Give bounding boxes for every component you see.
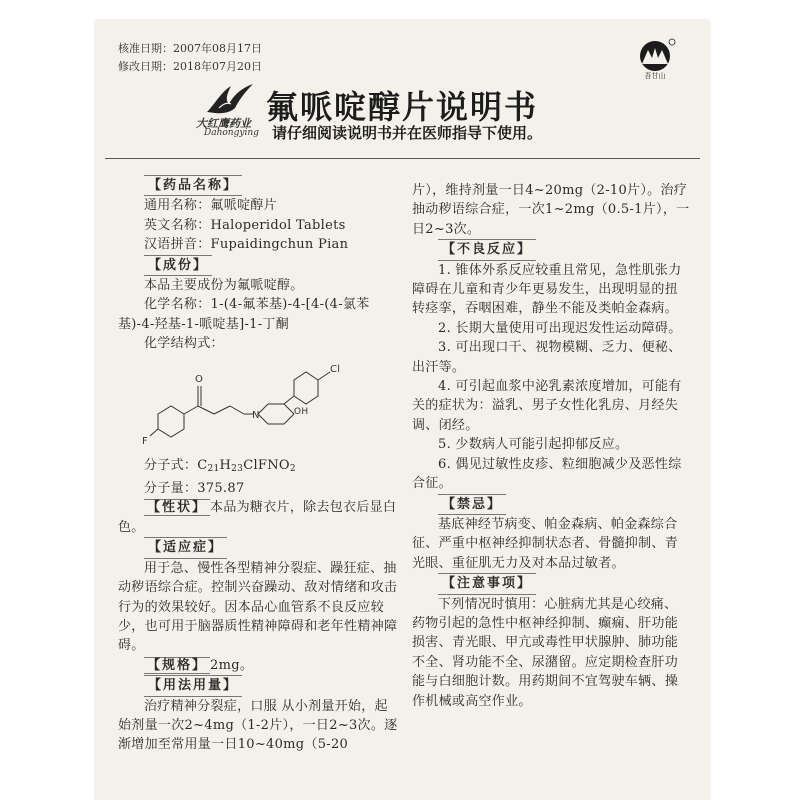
adverse-item: 1. 锥体外系反应较重且常见，急性肌张力障碍在儿童和青少年更易发生，出现明显的扭转痉挛，吞咽困难，静坐不能及类帕金森病。 <box>412 262 682 317</box>
ingredients-text: 本品主要成份为氟哌啶醇。 <box>144 278 304 294</box>
section-heading-indications: 【适应症】 <box>144 537 227 558</box>
chemical-name: 化学名称：1-(4-氟苯基)-4-[4-(4-氯苯基)-4-羟基-1-哌啶基]-1-丁酮 <box>118 297 370 332</box>
atom-o-label: O <box>195 373 204 385</box>
section-heading-dosage: 【用法用量】 <box>144 675 242 696</box>
atom-cl-label: Cl <box>330 363 341 375</box>
section-heading-precautions: 【注意事项】 <box>438 573 536 594</box>
header-divider <box>105 158 700 159</box>
properties-text: 本品为糖衣片，除去包衣后显白色。 <box>118 500 397 535</box>
left-column <box>118 175 400 755</box>
approval-date: 核准日期：2007年08月17日 <box>118 42 262 55</box>
company-logo-text: 大红鹰药业 <box>196 117 251 130</box>
adverse-item: 3. 可出现口干、视物模糊、乏力、便秘、出汗等。 <box>412 340 682 375</box>
structure-label: 化学结构式： <box>144 336 224 352</box>
contraindications-text: 基底神经节病变、帕金森病、帕金森综合征、严重中枢神经抑制状态者、骨髓抑制、青光眼、重征肌无力及对本品过敏者。 <box>412 516 679 571</box>
section-heading-name: 【药品名称】 <box>144 175 242 196</box>
approval-dates <box>118 40 262 76</box>
molecular-weight: 分子量：375.87 <box>144 481 245 497</box>
section-heading-adverse: 【不良反应】 <box>438 239 536 260</box>
indications-text: 用于急、慢性各型精神分裂症、躁狂症、抽动秽语综合症。控制兴奋躁动、敌对情绪和攻击行为的效果较好。因本品心血管系不良反应较少，也可用于脑器质性精神障碍和老年性精神障碍。 <box>118 560 398 654</box>
spec-paragraph <box>118 656 400 675</box>
brand-mark-icon <box>632 38 678 80</box>
adverse-item: 4. 可引起血浆中泌乳素浓度增加，可能有关的症状为：溢乳、男子女性化乳房、月经失调、闭经。 <box>412 379 682 433</box>
section-heading-contraindications: 【禁忌】 <box>438 494 506 515</box>
atom-f-label: F <box>142 435 149 447</box>
section-heading-spec: 【规格】 <box>144 657 210 674</box>
precautions-text: 下列情况时慎用：心脏病尤其是心绞痛、药物引起的急性中枢神经抑制、癫痫、肝功能损害、青光眼、甲亢或毒性甲状腺肿、肺功能不全、肾功能不全、尿潴留。应定期检查肝功能与白细胞计数。用药期间不宜驾驶车辆、操作机械或高空作业。 <box>412 596 679 709</box>
english-name: 英文名称：Haloperidol Tablets <box>144 217 346 233</box>
section-heading-properties: 【性状】 <box>144 499 210 516</box>
adverse-item: 6. 偶见过敏性皮疹、粒细胞减少及恶性综合征。 <box>412 456 682 492</box>
atom-n-label: N <box>252 409 260 421</box>
eagle-logo-icon <box>205 82 255 116</box>
dosage-continued: 片），维持剂量一日4~20mg（2-10片）。治疗抽动秽语综合症，一次1~2mg（0.5-1片），一日2~3次。 <box>412 183 690 237</box>
pinyin-name: 汉语拼音：Fupaidingchun Pian <box>144 237 349 253</box>
dosage-text: 治疗精神分裂症，口服 从小剂量开始，起始剂量一次2~4mg（1-2片），一日2~3次。逐渐增加至常用量一日10~40mg（5-20 <box>118 698 398 753</box>
chemical-structure-diagram <box>118 356 400 452</box>
atom-oh-label: OH <box>294 406 309 417</box>
document-title: 氟哌啶醇片说明书 <box>266 88 539 126</box>
document-subtitle: 请仔细阅读说明书并在医师指导下使用。 <box>272 124 543 142</box>
section-heading-ingredients: 【成份】 <box>144 255 212 276</box>
company-logo-en: Dahongying <box>204 128 259 138</box>
spec-text: 2mg。 <box>210 657 254 673</box>
adverse-item: 5. 少数病人可能引起抑郁反应。 <box>438 437 629 453</box>
molecular-formula: 分子式：$C_{21}H_{23}ClFNO_2$ <box>144 457 296 474</box>
revision-date: 修改日期：2018年07月20日 <box>118 60 262 73</box>
right-column <box>412 181 690 711</box>
generic-name: 通用名称：氟哌啶醇片 <box>144 198 278 214</box>
brand-mark-label: 吾甘山 <box>644 72 666 80</box>
properties-paragraph <box>118 498 400 537</box>
adverse-item: 2. 长期大量使用可出现迟发性运动障碍。 <box>438 320 682 336</box>
